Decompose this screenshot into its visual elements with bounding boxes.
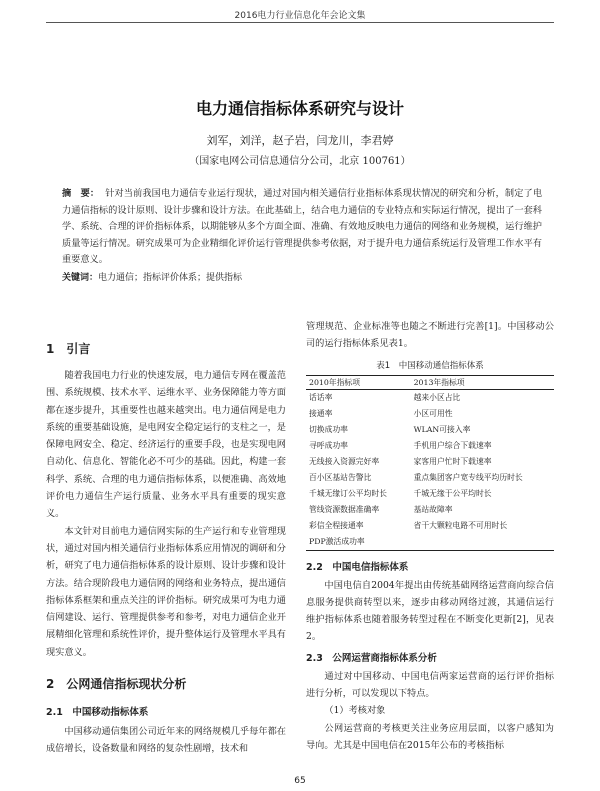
- section-2-3-title: 2.3 公网运营商指标体系分析: [306, 652, 437, 664]
- section-2-title: 2 公网通信指标现状分析: [46, 677, 187, 692]
- table-cell: 越来小区占比: [413, 393, 461, 403]
- section-1-paragraph-2: 本文针对目前电力通信网实际的生产运行和专业管理现状，通过对国内相关通信行业指标体系应用情况的调研和分析，研究了电力通信指标体系的设计原则、设计步骤和设计方法。结合现阶段电力通信网的网络和业务特点，提出通信指标体系框架和重点关注的评价指标。研究成果可为电力通信网建设、运行、管理提供参考和参考，对电力通信企业开展精细化管理和系统性评价，提升整体运行及管理水平具有现实意义。: [46, 525, 286, 658]
- table-cell: [411, 534, 554, 551]
- keywords-text: 电力通信；指标评价体系；提供指标: [98, 273, 243, 283]
- table-cell: 无线接入资源完好率: [309, 457, 380, 467]
- table-row: [306, 518, 554, 534]
- section-2-3-paragraph-2: 公网运营商的考核更关注业务应用层面，以客户感知为导向。尤其是中国电信在2015年公布的考核指标: [306, 722, 554, 751]
- page-number: 65: [294, 776, 306, 786]
- abstract-label: 摘 要：: [62, 188, 100, 199]
- table-1-caption: 表1 中国移动通信指标体系: [376, 360, 484, 371]
- table-cell: 接通率: [309, 409, 333, 419]
- table-row: [306, 422, 554, 438]
- section-2-2-paragraph: 中国电信自2004年提出由传统基础网络运营商向综合信息服务提供商转型以来，逐步由移动网络过渡，其通信运行维护指标体系也随着服务转型过程在不断变化更新[2]，见表2。: [306, 579, 554, 643]
- authors: 刘军，刘洋，赵子岩，闫龙川，李君婷: [206, 134, 394, 147]
- table-row: [306, 486, 554, 502]
- table-cell: 重点集团客户宽专线平均历时长: [413, 473, 523, 483]
- section-1-paragraph-1: 随着我国电力行业的快速发展，电力通信专网在覆盖范围、系统规模、技术水平、运维水平、业务保障能力等方面都在逐步提升，其重要性也越来越突出。电力通信网是电力系统的重要基础设施，是电网安全稳定运行的支柱之一，是保障电网安全、稳定、经济运行的重要手段，也是实现电网自动化、信息化、智能化必不可少的基础。因此，构建一套科学、系统、合理的电力通信指标体系，以便准确、高效地评价电力通信生产运行质量、业务水平具有重要的现实意义。: [46, 370, 286, 520]
- table-cell: 手机用户综合下载速率: [413, 441, 492, 451]
- table-cell: PDP激活成功率: [306, 534, 411, 551]
- section-2-3-item-1: （1）考核对象: [324, 705, 386, 717]
- table-row: [306, 454, 554, 470]
- section-2-3-paragraph-1: 通过对中国移动、中国电信两家运营商的运行评价指标进行分析，可以发现以下特点。: [306, 670, 554, 700]
- table-row: [306, 502, 554, 518]
- table-cell: 百小区基站告警比: [309, 473, 372, 483]
- table-row: [306, 470, 554, 486]
- right-column: [306, 318, 554, 754]
- abstract-text: 针对当前我国电力通信专业运行现状，通过对国内相关通信行业指标体系现状情况的研究和分析，制定了电力通信指标的设计原则、设计步骤和设计方法。在此基础上，结合电力通信的专业特点和实际运行情况，提出了一套科学、系统、合理的评价指标体系，以期能够从多个方面全面、准确、有效地反映电力通信的网络和业务规模，运行维护质量等运行情况。研究成果可为企业精细化评价运行管理提供参考依据，对于提升电力通信系统运行及管理工作水平有重要意义。: [62, 188, 543, 265]
- table-cell: 管线资源数据准确率: [309, 505, 380, 515]
- table-1: [306, 375, 554, 551]
- section-2-1-paragraph: 中国移动通信集团公司近年来的网络规模几乎每年都在成倍增长，设备数量和网络的复杂性剧增，技术和: [46, 726, 286, 755]
- table-row: [306, 438, 554, 454]
- left-column: [46, 318, 286, 758]
- table-row: [306, 389, 554, 406]
- section-2-2-title: 2.2 中国电信指标体系: [306, 561, 409, 573]
- table-cell: 省干大颗粒电路不可用时长: [413, 521, 508, 531]
- table-cell: 千城无缘于公平均时长: [413, 489, 492, 499]
- header-rule: [46, 22, 554, 23]
- table-cell: 彩信全程接通率: [309, 521, 364, 531]
- abstract: [62, 186, 542, 269]
- table-cell: WLAN可接入率: [413, 425, 471, 435]
- table-header-cell: 2010年指标项: [306, 375, 411, 389]
- table-row: [306, 406, 554, 422]
- keywords-label: 关键词：: [62, 273, 99, 283]
- table-cell: 切换成功率: [309, 425, 348, 435]
- table-cell: 小区可用性: [413, 409, 453, 419]
- section-1-title: 1 引言: [46, 342, 91, 356]
- paper-title: 电力通信指标体系研究与设计: [195, 99, 404, 118]
- running-header: 2016电力行业信息化年会论文集: [234, 11, 366, 21]
- table-cell: 寻呼成功率: [309, 441, 348, 451]
- section-2-1-title: 2.1 中国移动指标体系: [46, 707, 149, 719]
- table-cell: 千城无缘订公平均时长: [309, 489, 387, 499]
- table-cell: 基站故障率: [413, 505, 453, 515]
- right-intro-paragraph: 管理规范、企业标准等也随之不断进行完善[1]。中国移动公司的运行指标体系见表1。: [306, 321, 554, 350]
- affiliation: （国家电网公司信息通信分公司，北京 100761）: [189, 156, 411, 167]
- table-cell: 话话率: [309, 393, 333, 403]
- table-row: [306, 534, 554, 551]
- table-cell: 家客用户忙时下载速率: [413, 457, 492, 467]
- table-header-cell: 2013年指标项: [411, 375, 554, 389]
- table-header-row: [306, 375, 554, 389]
- keywords: [62, 270, 542, 283]
